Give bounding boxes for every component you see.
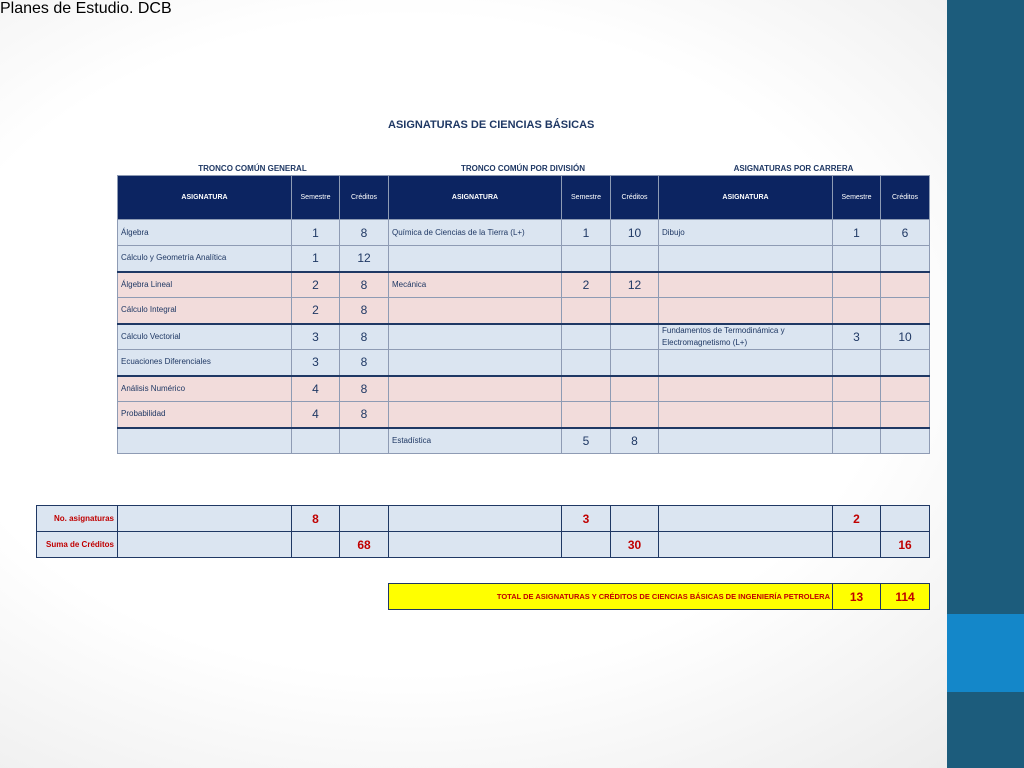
general-semester: 1 [292, 246, 340, 272]
general-subject: Probabilidad [118, 402, 292, 428]
general-semester: 3 [292, 324, 340, 350]
group-heading-career: ASIGNATURAS POR CARRERA [733, 164, 854, 173]
division-semester [562, 298, 611, 324]
career-subject: Fundamentos de Termodinámica y Electromagnetismo (L+) [659, 324, 833, 350]
sidebar-band [947, 0, 1024, 768]
general-credits: 12 [340, 246, 389, 272]
division-subject: Química de Ciencias de la Tierra (L+) [389, 220, 562, 246]
header-creditos-division: Créditos [611, 176, 659, 220]
career-semester [833, 402, 881, 428]
division-semester [562, 324, 611, 350]
table-row [118, 220, 930, 246]
division-semester [562, 376, 611, 402]
summary-table [36, 505, 930, 558]
table-row [118, 350, 930, 376]
career-subject [659, 298, 833, 324]
general-subject: Ecuaciones Diferenciales [118, 350, 292, 376]
division-subject [389, 402, 562, 428]
summary-credits-row [37, 532, 930, 558]
division-credits: 10 [611, 220, 659, 246]
career-subject [659, 272, 833, 298]
table-row [118, 402, 930, 428]
career-semester [833, 350, 881, 376]
sidebar-accent-stripe [947, 614, 1024, 692]
table-header-row [118, 176, 930, 220]
career-credits [881, 350, 930, 376]
career-credits [881, 272, 930, 298]
general-subject: Análisis Numérico [118, 376, 292, 402]
division-subject: Estadística [389, 428, 562, 454]
division-semester [562, 350, 611, 376]
credits-label: Suma de Créditos [37, 532, 118, 558]
empty-cell [118, 532, 292, 558]
general-credits: 8 [340, 324, 389, 350]
general-count: 8 [292, 506, 340, 532]
total-credits: 114 [881, 584, 930, 610]
division-count: 3 [562, 506, 611, 532]
general-semester: 1 [292, 220, 340, 246]
career-credits [881, 402, 930, 428]
total-subjects: 13 [833, 584, 881, 610]
career-subject [659, 350, 833, 376]
division-subject: Mecánica [389, 272, 562, 298]
division-credits: 12 [611, 272, 659, 298]
empty-cell [340, 506, 389, 532]
header-asignatura-career: ASIGNATURA [659, 176, 833, 220]
general-credits: 8 [340, 350, 389, 376]
general-credits: 8 [340, 272, 389, 298]
division-subject [389, 376, 562, 402]
table-row [118, 324, 930, 350]
career-credits [881, 246, 930, 272]
general-semester: 4 [292, 376, 340, 402]
table-row [118, 272, 930, 298]
division-semester: 5 [562, 428, 611, 454]
empty-cell [611, 506, 659, 532]
general-subject: Cálculo Integral [118, 298, 292, 324]
summary-count-row [37, 506, 930, 532]
empty-cell [659, 532, 833, 558]
group-heading-general: TRONCO COMÚN GENERAL [198, 164, 307, 173]
division-semester [562, 246, 611, 272]
general-semester: 4 [292, 402, 340, 428]
career-credits: 6 [881, 220, 930, 246]
career-semester [833, 246, 881, 272]
division-credits [611, 402, 659, 428]
division-subject [389, 350, 562, 376]
division-semester: 2 [562, 272, 611, 298]
general-credits [340, 428, 389, 454]
page-title: ASIGNATURAS DE CIENCIAS BÁSICAS [388, 119, 595, 131]
division-subject [389, 324, 562, 350]
career-semester [833, 428, 881, 454]
total-row [389, 584, 930, 610]
empty-cell [292, 532, 340, 558]
general-credits-sum: 68 [340, 532, 389, 558]
division-credits [611, 376, 659, 402]
division-credits [611, 324, 659, 350]
total-table [388, 583, 930, 610]
empty-cell [389, 506, 562, 532]
career-credits [881, 428, 930, 454]
career-subject [659, 246, 833, 272]
empty-cell [659, 506, 833, 532]
header-semestre-general: Semestre [292, 176, 340, 220]
empty-cell [118, 506, 292, 532]
division-credits [611, 246, 659, 272]
division-semester: 1 [562, 220, 611, 246]
empty-cell [833, 532, 881, 558]
count-label: No. asignaturas [37, 506, 118, 532]
division-semester [562, 402, 611, 428]
general-subject: Álgebra [118, 220, 292, 246]
career-subject [659, 428, 833, 454]
general-credits: 8 [340, 298, 389, 324]
division-credits: 8 [611, 428, 659, 454]
header-asignatura-division: ASIGNATURA [389, 176, 562, 220]
general-subject: Cálculo y Geometría Analítica [118, 246, 292, 272]
division-credits [611, 298, 659, 324]
career-credits [881, 376, 930, 402]
career-credits [881, 298, 930, 324]
division-subject [389, 246, 562, 272]
empty-cell [562, 532, 611, 558]
header-creditos-general: Créditos [340, 176, 389, 220]
career-subject [659, 376, 833, 402]
general-semester: 2 [292, 272, 340, 298]
header-semestre-career: Semestre [833, 176, 881, 220]
general-subject [118, 428, 292, 454]
career-credits: 10 [881, 324, 930, 350]
career-credits-sum: 16 [881, 532, 930, 558]
table-row [118, 376, 930, 402]
general-credits: 8 [340, 402, 389, 428]
general-subject: Álgebra Lineal [118, 272, 292, 298]
general-semester [292, 428, 340, 454]
division-subject [389, 298, 562, 324]
general-credits: 8 [340, 220, 389, 246]
career-subject [659, 402, 833, 428]
career-subject: Dibujo [659, 220, 833, 246]
general-semester: 2 [292, 298, 340, 324]
division-credits [611, 350, 659, 376]
general-subject: Cálculo Vectorial [118, 324, 292, 350]
career-semester [833, 298, 881, 324]
total-label: TOTAL DE ASIGNATURAS Y CRÉDITOS DE CIENCIAS BÁSICAS DE INGENIERÍA PETROLERA [389, 584, 833, 610]
subjects-table [117, 175, 930, 454]
table-row [118, 246, 930, 272]
empty-cell [389, 532, 562, 558]
career-semester [833, 272, 881, 298]
career-count: 2 [833, 506, 881, 532]
career-semester: 3 [833, 324, 881, 350]
header-asignatura-general: ASIGNATURA [118, 176, 292, 220]
group-heading-division: TRONCO COMÚN POR DIVISIÓN [460, 164, 585, 173]
career-semester [833, 376, 881, 402]
division-credits-sum: 30 [611, 532, 659, 558]
table-row [118, 298, 930, 324]
header-semestre-division: Semestre [562, 176, 611, 220]
career-semester: 1 [833, 220, 881, 246]
general-credits: 8 [340, 376, 389, 402]
slide-side-title: Planes de Estudio. DCB [0, 0, 172, 17]
table-row [118, 428, 930, 454]
header-creditos-career: Créditos [881, 176, 930, 220]
empty-cell [881, 506, 930, 532]
general-semester: 3 [292, 350, 340, 376]
